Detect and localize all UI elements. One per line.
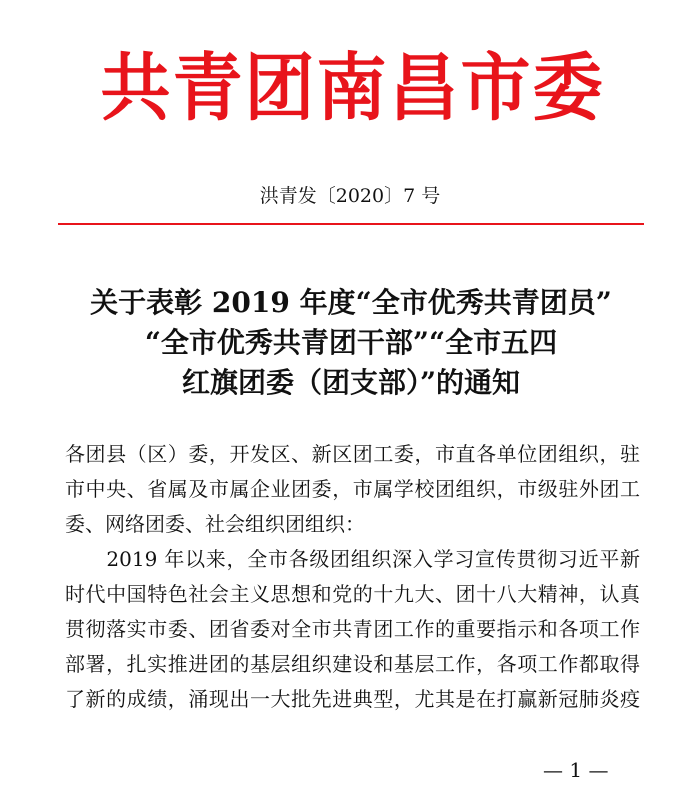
title-line: 关于表彰 2019 年度“全市优秀共青团员”	[90, 286, 612, 319]
paragraph-line: 2019 年以来，全市各级团组织深入学习宣传贯彻习近平新	[65, 547, 640, 571]
title-line: 红旗团委（团支部）”的通知	[181, 366, 521, 399]
red-divider-line	[58, 223, 644, 225]
body-text	[65, 437, 640, 717]
page-number: — 1 —	[543, 758, 609, 782]
document-number: 洪青发〔2020〕7 号	[259, 185, 441, 207]
addressee-line: 委、网络团委、社会组织团组织：	[65, 512, 365, 536]
paragraph-line: 了新的成绩，涌现出一大批先进典型，尤其是在打赢新冠肺炎疫	[65, 687, 640, 711]
paragraph-line: 时代中国特色社会主义思想和党的十九大、团十八大精神，认真	[65, 582, 640, 606]
paragraph-line: 部署，扎实推进团的基层组织建设和基层工作，各项工作都取得	[65, 652, 640, 676]
paragraph-line: 贯彻落实市委、团省委对全市共青团工作的重要指示和各项工作	[65, 617, 640, 641]
red-masthead: 共青团南昌市委	[100, 43, 605, 132]
title-line: “全市优秀共青团干部”“全市五四	[144, 326, 558, 359]
notice-title	[60, 283, 642, 403]
addressee-line: 市中央、省属及市属企业团委，市属学校团组织，市级驻外团工	[65, 477, 640, 501]
addressee-line: 各团县（区）委，开发区、新区团工委，市直各单位团组织，驻	[65, 442, 640, 466]
